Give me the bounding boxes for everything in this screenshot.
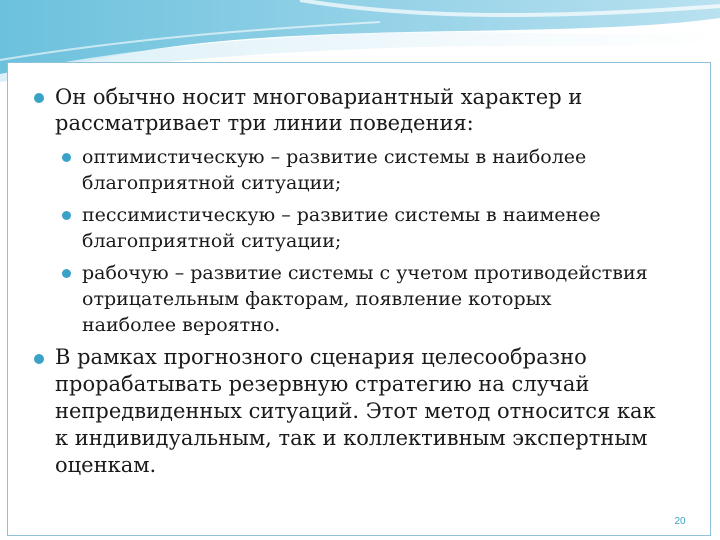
sub-bullet-line: оптимистическую – развитие системы в наиболее — [82, 146, 587, 168]
sub-bullet-line: рабочую – развитие системы с учетом противодействия — [82, 262, 648, 284]
bullet-line: рассматривает три линии поведения: — [55, 111, 474, 135]
bullet-icon — [62, 153, 71, 162]
bullet-line: прорабатывать резервную стратегию на случай — [55, 372, 590, 396]
bullet-line: оценкам. — [55, 453, 157, 477]
bullet-line: Он обычно носит многовариантный характер и — [55, 85, 583, 109]
sub-bullet-item — [62, 260, 702, 342]
bullet-icon — [34, 93, 44, 103]
sub-bullet-line: благоприятной ситуации; — [82, 172, 342, 194]
bullet-line: к индивидуальным, так и коллективным экспертным — [55, 426, 648, 450]
sub-bullet-line: отрицательным факторам, появление которых — [82, 288, 552, 310]
bullet-icon — [34, 354, 44, 364]
bullet-line: В рамках прогнозного сценария целесообразно — [55, 345, 587, 369]
bullet-item — [34, 344, 704, 484]
bullet-icon — [62, 211, 71, 220]
sub-bullet-item — [62, 202, 702, 256]
sub-bullet-line: благоприятной ситуации; — [82, 230, 342, 252]
sub-bullet-line: пессимистическую – развитие системы в наименее — [82, 204, 601, 226]
sub-bullet-item — [62, 144, 702, 198]
bullet-icon — [62, 269, 71, 278]
sub-bullet-line: наиболее вероятно. — [82, 314, 281, 336]
bullet-line: непредвиденных ситуаций. Этот метод относится как — [55, 399, 656, 423]
bullet-item — [34, 84, 694, 140]
page-number: 20 — [674, 516, 686, 527]
